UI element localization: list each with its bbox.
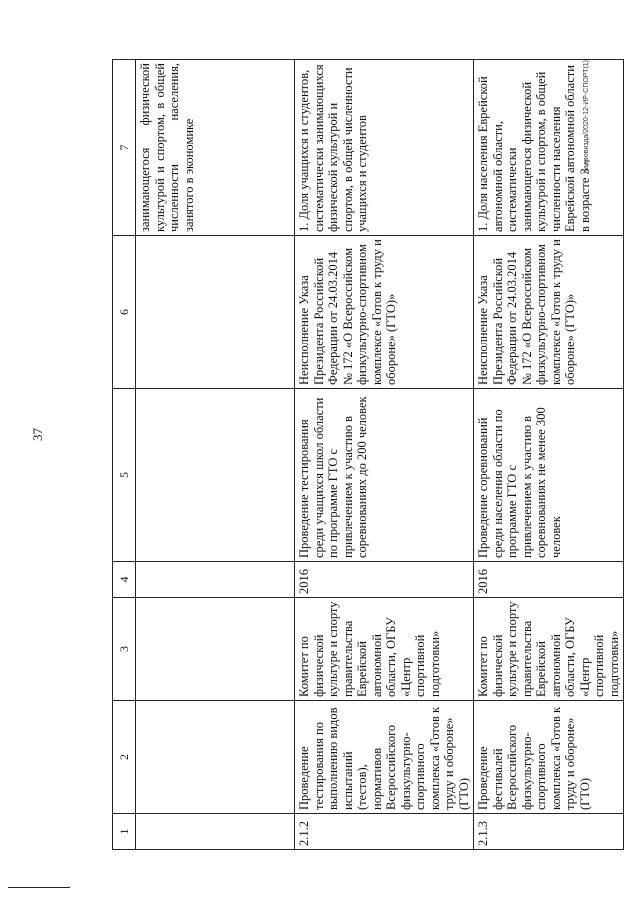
table-cell — [136, 598, 295, 701]
header-cell: 5 — [113, 389, 136, 562]
table-row — [474, 60, 624, 850]
result-cell: Проведение тестирования среди учащихся школ области по программе ГТО с привлечением к участию в соревнованиях до 200 человек — [295, 389, 474, 562]
indicator-cell: занимающегося физической культурой и спортом, в общей численности населения, занятого в экономике — [136, 60, 295, 236]
table-cell — [136, 562, 295, 598]
table-cell — [136, 814, 295, 850]
executor-cell: Комитет по физической культуре и спорту правительства Еврейской автономной области, ОГБУ «Центр спортивной подготовки» — [295, 598, 474, 701]
executor-cell: Комитет по физической культуре и спорту правительства Еврейской автономной области, ОГБУ «Центр спортивной подготовки» — [474, 598, 624, 701]
table-cell — [136, 236, 295, 389]
continuation-row — [136, 60, 295, 850]
header-cell: 1 — [113, 814, 136, 850]
year-cell: 2016 — [474, 562, 624, 598]
footnote-rule — [8, 887, 70, 888]
header-cell: 4 — [113, 562, 136, 598]
row-number: 2.1.3 — [474, 814, 624, 850]
rotated-table-block — [112, 60, 621, 850]
table-cell — [136, 389, 295, 562]
header-cell: 6 — [113, 236, 136, 389]
event-cell: Проведение фестивалей Всероссийского физкультурно-спортивного комплекса «Готов к труду и обороне» (ГТО) — [474, 701, 624, 814]
document-stamp: Кадровизда/2020-12-ИР-СПОРТ(1) — [583, 60, 590, 174]
page-number: 37 — [30, 428, 45, 441]
header-cell: 7 — [113, 60, 136, 236]
header-cell: 3 — [113, 598, 136, 701]
plan-table — [112, 59, 624, 850]
table-row — [295, 60, 474, 850]
result-cell: Проведение соревнований среди населения области по программе ГТО с привлечением к участию в соревнованиях не менее 300 человек — [474, 389, 624, 562]
indicator-cell: 1. Доля учащихся и студентов, систематически занимающихся физической культурой и спортом, в общей численности учащихся и студентов — [295, 60, 474, 236]
consequence-cell: Неисполнение Указа Президента Российской Федерации от 24.03.2014 № 172 «О Всероссийском физкультурно-спортивном комплексе «Готов к труду и обороне» (ГТО)» — [295, 236, 474, 389]
header-cell: 2 — [113, 701, 136, 814]
event-cell: Проведение тестирования по выполнению видов испытаний (тестов), нормативов Всероссийского физкультурно-спортивного комплекса «Готов к труду и обороне» (ГТО) — [295, 701, 474, 814]
header-row — [113, 60, 136, 850]
year-cell: 2016 — [295, 562, 474, 598]
table-cell — [136, 701, 295, 814]
consequence-cell: Неисполнение Указа Президента Российской Федерации от 24.03.2014 № 172 «О Всероссийском физкультурно-спортивном комплексе «Готов к труду и обороне» (ГТО)» — [474, 236, 624, 389]
row-number: 2.1.2 — [295, 814, 474, 850]
indicator-cell: 1. Доля населения Еврейской автономной области, систематически занимающегося физической культурой и спортом, в общей численности населения Еврейской автономной области в возрасте 3 – — [474, 60, 624, 236]
